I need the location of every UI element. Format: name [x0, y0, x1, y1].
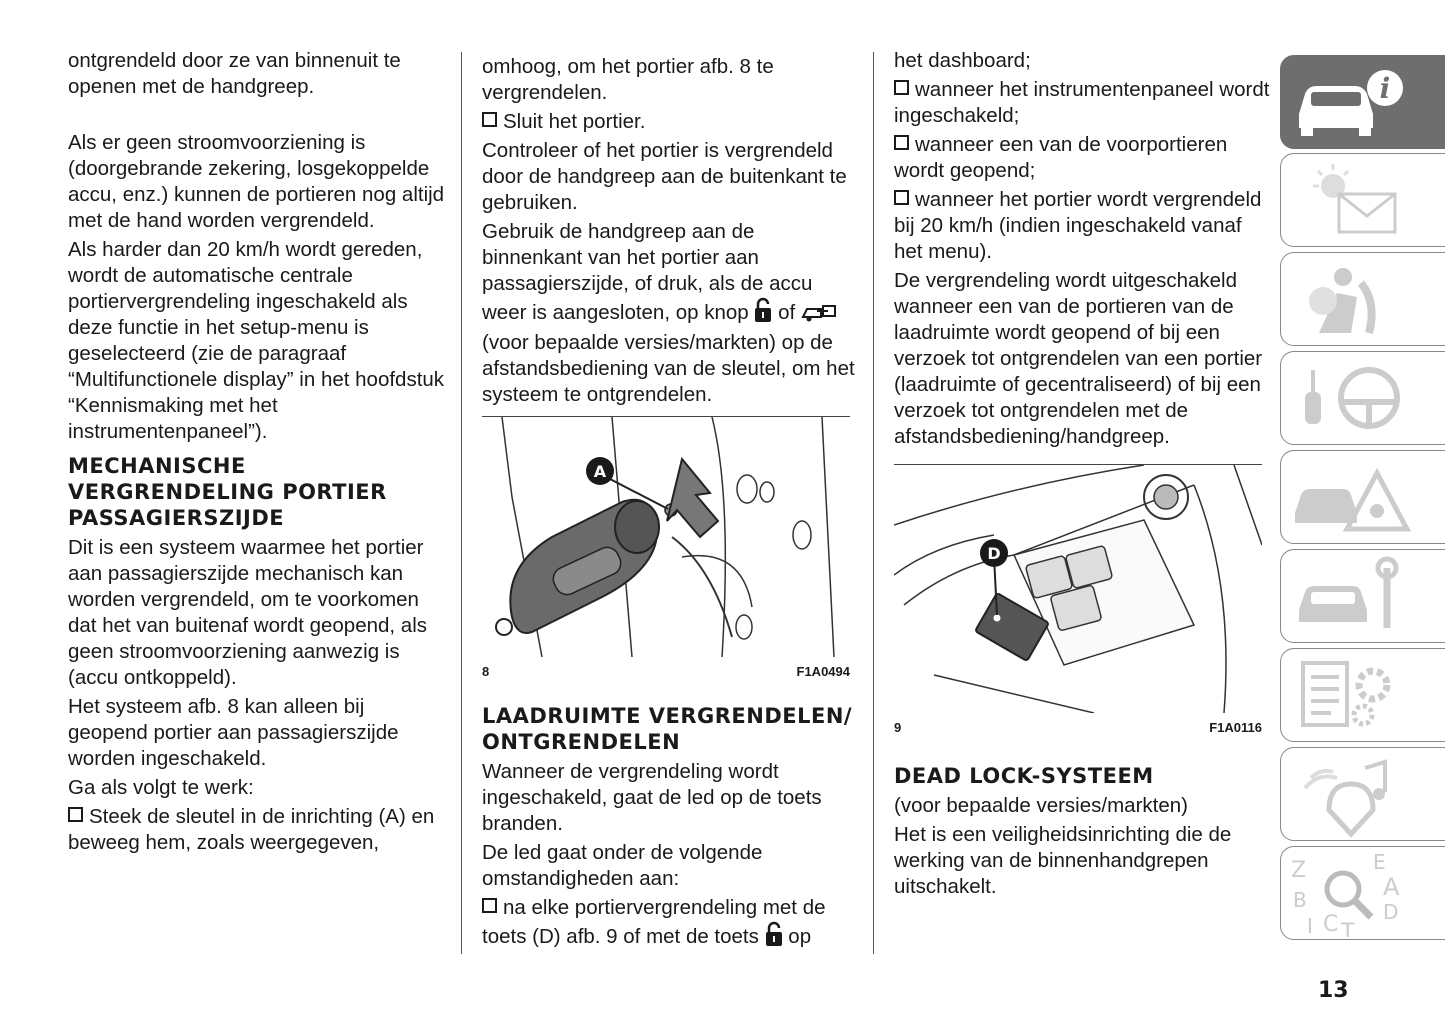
door-switch-panel-illustration [894, 465, 1262, 713]
document-gears-icon [1281, 649, 1421, 739]
paragraph: Als er geen stroomvoorziening is (doorgebrande zekering, losgekoppelde accu, enz.) kunnen de portieren nog altijd met de hand worden vergrendeld. [68, 131, 445, 232]
key-steering-wheel-icon [1281, 352, 1421, 442]
tab-safety[interactable] [1280, 252, 1445, 346]
paragraph: Controleer of het portier is vergrendeld door de handgreep aan de buitenkant te gebruiken. [482, 139, 847, 214]
paragraph: (voor bepaalde versies/markten) [894, 794, 1188, 817]
svg-text:C: C [1323, 912, 1339, 937]
car-info-icon [1281, 56, 1421, 146]
paragraph: Het is een veiligheidsinrichting die de werking van de binnenhandgrepen uitschakelt. [894, 823, 1232, 898]
bullet-box-icon [894, 80, 909, 95]
column-1 [68, 48, 446, 859]
airbag-seat-icon [1281, 253, 1421, 343]
cargo-door-icon [801, 303, 837, 330]
svg-text:D: D [1383, 900, 1399, 924]
svg-text:A: A [1383, 873, 1400, 901]
figure-9 [894, 464, 1262, 741]
bullet-box-icon [482, 112, 497, 127]
paragraph: het dashboard; [894, 49, 1031, 72]
door-lock-key-illustration [482, 417, 850, 657]
bullet-box-icon [894, 190, 909, 205]
tab-multimedia[interactable] [1280, 747, 1445, 841]
page-number: 13 [1318, 978, 1349, 1003]
tab-technical-data[interactable] [1280, 648, 1445, 742]
car-wrench-icon [1281, 550, 1421, 640]
paragraph: ontgrendeld door ze van binnenuit te openen met de handgreep. [68, 49, 401, 98]
tab-warning-lights[interactable] [1280, 153, 1445, 247]
column-2 [482, 54, 857, 957]
figure-caption: 9 F1A0116 [894, 720, 1262, 735]
column-divider [461, 52, 462, 954]
padlock-icon [754, 297, 772, 330]
figure-label-a: A [593, 462, 607, 481]
bullet-item: Steek de sleutel in de inrichting (A) en beweeg hem, zoals weergegeven, [68, 805, 435, 854]
bullet-item: Sluit het portier. [482, 109, 857, 135]
car-warning-triangle-icon [1281, 451, 1421, 541]
paragraph: Ga als volgt te werk: [68, 776, 254, 799]
svg-text:E: E [1373, 850, 1386, 874]
bullet-box-icon [68, 807, 83, 822]
paragraph: Dit is een systeem waarmee het portier aan passagierszijde mechanisch kan worden vergrendeld, om te voorkomen dat het van buitenaf wordt geopend, als geen stroomvoorziening aanwezig is (accu ontkoppeld). [68, 536, 428, 689]
paragraph: Wanneer de vergrendeling wordt ingeschakeld, gaat de led op de toets branden. [482, 760, 822, 835]
figure-8 [482, 416, 850, 685]
paragraph: Het systeem afb. 8 kan alleen bij geopend portier aan passagierszijde worden ingeschakeld. [68, 695, 399, 770]
bullet-box-icon [482, 898, 497, 913]
section-heading: LAADRUIMTE VERGRENDELEN/ ONTGRENDELEN [482, 704, 853, 754]
svg-text:T: T [1341, 920, 1355, 937]
figure-label-d: D [987, 544, 1001, 563]
svg-text:I: I [1307, 914, 1313, 937]
column-divider [873, 52, 874, 954]
bullet-item: wanneer het instrumentenpaneel wordt ingeschakeld; [894, 78, 1270, 127]
tab-emergency[interactable] [1280, 450, 1445, 544]
alphabetical-index-icon [1281, 847, 1421, 937]
paragraph: omhoog, om het portier afb. 8 te vergrendelen. [482, 55, 774, 104]
tab-maintenance[interactable] [1280, 549, 1445, 643]
paragraph: De led gaat onder de volgende omstandigheden aan: [482, 841, 763, 890]
section-heading: DEAD LOCK-SYSTEEM [894, 764, 1154, 788]
svg-text:i: i [1379, 72, 1391, 105]
bullet-box-icon [894, 135, 909, 150]
tab-starting-driving[interactable] [1280, 351, 1445, 445]
paragraph: Gebruik de handgreep aan de binnenkant van het portier aan passagierszijde, of druk, als de accu weer is aangesloten, op knop of (voor bepaalde versies/markten) op de afstandsbediening van de sleutel, om het systeem te ontgrendelen. [482, 220, 855, 406]
bullet-item: wanneer het portier wordt vergrendeld bij 20 km/h (indien ingeschakeld vanaf het menu). [894, 188, 1262, 263]
bullet-item: wanneer een van de voorportieren wordt geopend; [894, 133, 1228, 182]
tab-index[interactable] [1280, 846, 1445, 940]
padlock-icon [765, 921, 783, 954]
column-3 [894, 48, 1272, 903]
warning-light-message-icon [1281, 154, 1421, 244]
figure-caption: 8 F1A0494 [482, 664, 850, 679]
tab-car-info[interactable] [1280, 55, 1445, 149]
svg-text:B: B [1293, 888, 1307, 912]
paragraph: Als harder dan 20 km/h wordt gereden, wordt de automatische centrale portiervergrendeling ingeschakeld als deze functie in het setup-menu is geselecteerd (zie de paragraaf “Multifunctionele display” in het hoofdstuk “Kennismaking met het instrumentenpaneel”). [68, 238, 445, 443]
svg-text:Z: Z [1291, 858, 1307, 883]
section-heading: MECHANISCHE VERGRENDELING PORTIER PASSAGIERSZIJDE [68, 454, 387, 530]
bullet-item: na elke portiervergrendeling met de toets (D) afb. 9 of met de toets op [482, 895, 857, 954]
paragraph: De vergrendeling wordt uitgeschakeld wanneer een van de portieren van de laadruimte wordt geopend of bij een verzoek tot ontgrendelen van een portier (laadruimte of gecentraliseerd) of bij een verzoek tot ontgrendelen met de afstandsbediening/handgreep. [894, 269, 1263, 448]
multimedia-music-icon [1281, 748, 1421, 838]
